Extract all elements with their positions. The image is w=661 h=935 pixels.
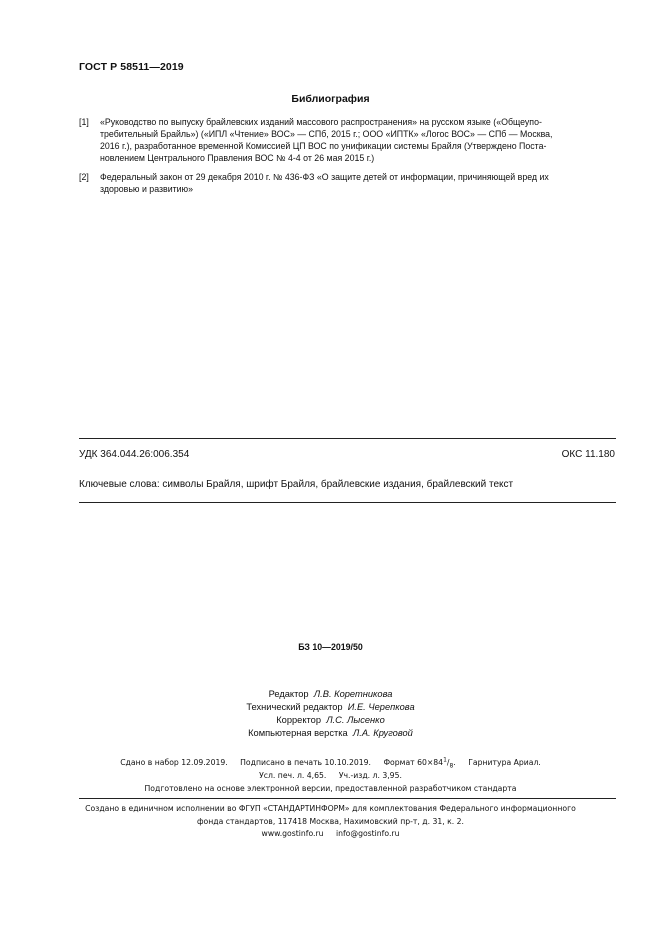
format-sup: 1 [443, 756, 447, 764]
credit-line [0, 688, 661, 701]
credit-name: Л.В. Коретникова [313, 689, 393, 699]
publisher-contacts [0, 828, 661, 841]
entry-line: здоровью и развитию» [100, 184, 194, 194]
credit-role: Корректор [276, 715, 322, 725]
divider [79, 438, 616, 439]
entry-line: 2016 г.), разработанное временной Комиссией ЦП ВОС по унификации системы Брайля (Утверждено Поста- [100, 141, 547, 151]
imprint-details [0, 756, 661, 795]
credit-role: Технический редактор [246, 702, 343, 712]
credit-line [0, 714, 661, 727]
entry-line: новлением Центрального Правления ВОС № 4-4 от 26 мая 2015 г.) [100, 153, 375, 163]
entry-text [100, 116, 616, 164]
bibliography-entry [79, 116, 616, 164]
pub-sheets: Уч.-изд. л. 3,95. [338, 771, 402, 780]
oks-code: ОКС 11.180 [561, 449, 615, 460]
imprint-line [0, 769, 661, 782]
entry-text [100, 171, 616, 195]
signed-date: Подписано в печать 10.10.2019. [240, 758, 371, 767]
entry-line: требительный Брайль») («ИПЛ «Чтение» ВОС» — СПб, 2015 г.; ООО «ИПТК» «Логос ВОС» — СПб — Москва, [100, 129, 553, 139]
bibliography-entry [79, 171, 616, 195]
entry-number: [2] [79, 172, 89, 182]
format-prefix: Формат 60×84 [383, 758, 444, 767]
entry-line: Федеральный закон от 29 декабря 2010 г. № 436-ФЗ «О защите детей от информации, причиняющей вред их [100, 172, 549, 182]
credit-line [0, 701, 661, 714]
credit-role: Редактор [268, 689, 309, 699]
publisher-line: фонда стандартов, 117418 Москва, Нахимовский пр-т, д. 31, к. 2. [196, 816, 464, 826]
credit-name: Л.С. Лысенко [326, 715, 385, 725]
email-link[interactable]: info@gostinfo.ru [335, 829, 400, 838]
prepared-note: Подготовлено на основе электронной версии, предоставленной разработчиком стандарта [144, 784, 517, 793]
typeface: Гарнитура Ариал. [468, 758, 541, 767]
keywords: Ключевые слова: символы Брайля, шрифт Брайля, брайлевские издания, брайлевский текст [79, 479, 514, 490]
credit-line [0, 727, 661, 740]
entry-line: «Руководство по выпуску брайлевских изданий массового распространения» на русском языке («Общеупо- [100, 117, 542, 127]
imprint-line [0, 756, 661, 769]
bibliography-title: Библиография [291, 93, 370, 105]
divider [79, 798, 616, 799]
divider [79, 502, 616, 503]
bz-number: БЗ 10—2019/50 [298, 642, 363, 652]
credits-block [0, 688, 661, 740]
credit-role: Компьютерная верстка [248, 728, 348, 738]
format-sub: 8 [449, 762, 454, 770]
entry-number: [1] [79, 117, 89, 127]
paper-format: Формат $60\times 84^1/_8$. [383, 756, 456, 770]
credit-name: И.Е. Черепкова [347, 702, 415, 712]
udk-code: УДК 364.044.26:006.354 [79, 449, 190, 460]
standard-code: ГОСТ Р 58511—2019 [79, 61, 184, 73]
credit-name: Л.А. Круговой [352, 728, 413, 738]
format-suffix: . [453, 758, 456, 767]
print-sheets: Усл. печ. л. 4,65. [259, 771, 327, 780]
website-link[interactable]: www.gostinfo.ru [261, 829, 324, 838]
typeset-date: Сдано в набор 12.09.2019. [120, 758, 228, 767]
publisher-line: Создано в единичном исполнении во ФГУП «СТАНДАРТИНФОРМ» для комплектования Федерального информационного [85, 804, 576, 813]
publisher-info [0, 803, 661, 841]
